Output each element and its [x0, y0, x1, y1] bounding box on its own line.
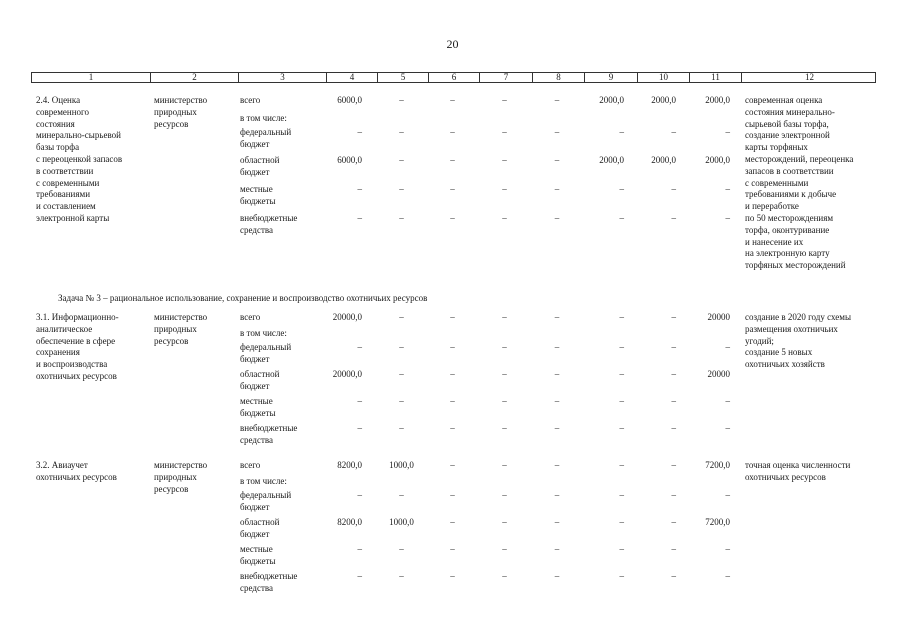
result-line: создание в 2020 году схемы: [745, 312, 852, 322]
funding-value-c10: –: [671, 460, 676, 470]
column-header-4: 4: [326, 73, 377, 82]
funding-value-c4: 6000,0: [337, 95, 362, 105]
funding-value-c5: –: [399, 213, 404, 223]
result-line: создание 5 новых: [745, 347, 813, 358]
funding-value-c4: –: [357, 127, 362, 137]
funding-value-c11: 2000,0: [705, 155, 730, 165]
funding-value-c6: –: [450, 396, 455, 406]
funding-value-c6: –: [450, 460, 455, 470]
funding-value-c10: 2000,0: [651, 155, 676, 165]
funding-value-c10: –: [671, 490, 676, 500]
funding-value-c10: –: [671, 312, 676, 322]
funding-value-c8: –: [554, 517, 560, 527]
funding-value-c6: –: [450, 423, 455, 433]
result-line: и нанесение их: [745, 236, 804, 247]
task-3-heading: Задача № 3 – рациональное использование, сохранение и воспроизводство охотничьих ресурсов: [58, 293, 428, 303]
funding-source-label: всего: [240, 312, 261, 322]
funding-value-c11: –: [725, 184, 730, 194]
funding-value-c7: –: [502, 127, 507, 137]
result-line: и переработке: [745, 201, 799, 212]
funding-value-c9: –: [619, 571, 624, 581]
result-line: состояния минерально-: [745, 106, 835, 117]
result-line: по 50 месторождениям: [745, 213, 834, 223]
activity-name-line: требованиями: [36, 189, 91, 200]
funding-value-c5: 1000,0: [389, 460, 414, 470]
funding-value-c6: –: [450, 312, 455, 322]
funding-source-label: средства: [240, 224, 274, 235]
funding-value-c4: –: [357, 342, 362, 352]
funding-value-c10: –: [671, 342, 676, 352]
funding-value-c8: –: [554, 213, 560, 223]
funding-value-c7: –: [502, 571, 507, 581]
funding-value-c5: –: [399, 490, 404, 500]
funding-source-label: местные: [240, 396, 273, 406]
funding-value-c8: –: [554, 369, 560, 379]
result-line: торфяных месторождений: [745, 260, 846, 271]
column-header-6: 6: [428, 73, 479, 82]
funding-source-label: бюджет: [240, 501, 270, 512]
funding-value-c9: –: [619, 517, 624, 527]
column-header-12: 12: [741, 73, 877, 82]
funding-value-c8: –: [554, 396, 560, 406]
funding-value-c8: –: [554, 155, 560, 165]
funding-value-c5: –: [399, 423, 404, 433]
funding-value-c9: –: [619, 423, 624, 433]
funding-source-label: в том числе:: [240, 113, 287, 123]
executor-line: природных: [154, 106, 197, 117]
funding-value-c4: –: [357, 213, 362, 223]
funding-value-c10: –: [671, 544, 676, 554]
funding-value-c10: –: [671, 213, 676, 223]
funding-value-c10: –: [671, 369, 676, 379]
funding-value-c11: –: [725, 571, 730, 581]
funding-value-c8: –: [554, 460, 560, 470]
funding-value-c9: –: [619, 213, 624, 223]
column-number-header: [31, 72, 876, 83]
executor-line: ресурсов: [154, 483, 189, 494]
activity-name-line: минерально-сырьевой: [36, 130, 121, 141]
funding-value-c10: –: [671, 517, 676, 527]
funding-value-c11: –: [725, 423, 730, 433]
funding-source-label: бюджет: [240, 138, 270, 149]
funding-value-c6: –: [450, 155, 455, 165]
funding-value-c7: –: [502, 544, 507, 554]
funding-value-c7: –: [502, 460, 507, 470]
column-header-7: 7: [479, 73, 532, 82]
column-header-3: 3: [238, 73, 326, 82]
executor-line: министерство: [154, 460, 208, 470]
activity-name-line: с современными: [36, 177, 100, 188]
funding-value-c11: –: [725, 127, 730, 137]
funding-source-label: внебюджетные: [240, 571, 298, 581]
funding-value-c5: –: [399, 396, 404, 406]
funding-source-label: федеральный: [240, 490, 292, 500]
funding-source-label: федеральный: [240, 342, 292, 352]
activity-name-line: электронной карты: [36, 213, 110, 223]
funding-value-c4: –: [357, 544, 362, 554]
funding-source-label: федеральный: [240, 127, 292, 137]
result-line: карты торфяных: [745, 142, 808, 153]
funding-value-c11: 20000: [707, 369, 730, 379]
activity-name-line: базы торфа: [36, 142, 80, 153]
funding-value-c7: –: [502, 155, 507, 165]
funding-value-c8: –: [554, 544, 560, 554]
funding-source-label: бюджеты: [240, 407, 276, 418]
executor-line: природных: [154, 471, 197, 482]
funding-value-c5: –: [399, 571, 404, 581]
funding-value-c11: –: [725, 342, 730, 352]
activity-name-line: в соответствии: [36, 165, 94, 176]
executor-line: ресурсов: [154, 118, 189, 129]
column-header-1: 1: [88, 72, 94, 82]
funding-source-label: бюджет: [240, 353, 270, 364]
funding-value-c6: –: [450, 184, 455, 194]
funding-value-c5: –: [399, 544, 404, 554]
funding-value-c10: –: [671, 571, 676, 581]
funding-source-label: всего: [240, 460, 261, 470]
funding-value-c6: –: [450, 95, 455, 105]
activity-name-line: 2.4. Оценка: [36, 95, 81, 105]
result-line: современная оценка: [745, 95, 823, 105]
funding-source-label: областной: [240, 155, 280, 165]
executor-line: ресурсов: [154, 335, 189, 346]
funding-source-label: местные: [240, 544, 273, 554]
result-line: на электронную карту: [745, 248, 830, 259]
column-header-8: 8: [532, 73, 584, 82]
funding-value-c10: –: [671, 184, 676, 194]
funding-source-label: средства: [240, 582, 274, 593]
funding-source-label: средства: [240, 434, 274, 445]
funding-value-c9: –: [619, 184, 624, 194]
result-line: месторождений, переоценка: [745, 154, 854, 164]
result-line: сырьевой базы торфа,: [745, 118, 829, 129]
activity-name-line: современного: [36, 106, 90, 117]
funding-source-label: всего: [240, 95, 261, 105]
funding-value-c11: 2000,0: [705, 95, 730, 105]
funding-value-c9: 2000,0: [599, 95, 624, 105]
column-header-2: 2: [150, 73, 238, 82]
result-line: размещения охотничьих: [745, 323, 838, 334]
funding-value-c7: –: [502, 396, 507, 406]
result-line: угодий;: [745, 335, 774, 346]
funding-value-c9: –: [619, 490, 624, 500]
funding-value-c6: –: [450, 369, 455, 379]
funding-value-c9: –: [619, 312, 624, 322]
funding-source-label: внебюджетные: [240, 423, 298, 433]
result-line: торфа, оконтуривание: [745, 224, 830, 235]
activity-name-line: аналитическое: [36, 323, 93, 334]
funding-value-c10: –: [671, 396, 676, 406]
funding-value-c7: –: [502, 342, 507, 352]
funding-source-label: бюджеты: [240, 555, 276, 566]
funding-source-label: местные: [240, 184, 273, 194]
funding-source-label: бюджет: [240, 528, 270, 539]
result-line: охотничьих хозяйств: [745, 359, 825, 370]
activity-name-line: и составлением: [36, 201, 96, 212]
result-line: требованиями к добыче: [745, 189, 837, 200]
funding-source-label: бюджеты: [240, 195, 276, 206]
funding-value-c7: –: [502, 369, 507, 379]
funding-value-c9: 2000,0: [599, 155, 624, 165]
funding-value-c8: –: [554, 184, 560, 194]
funding-value-c6: –: [450, 517, 455, 527]
activity-name-line: сохранения: [36, 347, 80, 358]
funding-value-c4: –: [357, 423, 362, 433]
funding-value-c6: –: [450, 571, 455, 581]
funding-source-label: в том числе:: [240, 328, 287, 338]
funding-value-c10: –: [671, 423, 676, 433]
funding-value-c6: –: [450, 127, 455, 137]
funding-value-c8: –: [554, 423, 560, 433]
column-header-9: 9: [584, 73, 637, 82]
funding-value-c10: –: [671, 127, 676, 137]
funding-source-label: областной: [240, 517, 280, 527]
funding-value-c7: –: [502, 95, 507, 105]
activity-name-line: с переоценкой запасов: [36, 154, 123, 164]
funding-source-label: внебюджетные: [240, 213, 298, 223]
funding-value-c11: –: [725, 544, 730, 554]
funding-value-c7: –: [502, 184, 507, 194]
funding-value-c9: –: [619, 127, 624, 137]
funding-value-c10: 2000,0: [651, 95, 676, 105]
funding-value-c6: –: [450, 213, 455, 223]
activity-name-line: охотничьих ресурсов: [36, 471, 117, 482]
funding-value-c8: –: [554, 312, 560, 322]
funding-value-c5: –: [399, 127, 404, 137]
funding-value-c9: –: [619, 460, 624, 470]
funding-value-c5: –: [399, 155, 404, 165]
funding-value-c7: –: [502, 517, 507, 527]
funding-value-c11: 20000: [707, 312, 730, 322]
funding-value-c4: –: [357, 571, 362, 581]
result-line: создание электронной: [745, 130, 830, 141]
funding-source-label: бюджет: [240, 380, 270, 391]
funding-value-c9: –: [619, 342, 624, 352]
executor-line: министерство: [154, 95, 208, 105]
funding-value-c9: –: [619, 396, 624, 406]
funding-value-c6: –: [450, 342, 455, 352]
funding-source-label: в том числе:: [240, 476, 287, 486]
funding-value-c4: –: [357, 396, 362, 406]
funding-value-c5: –: [399, 95, 404, 105]
activity-name-line: 3.2. Авиаучет: [36, 460, 88, 470]
activity-name-line: состояния: [36, 118, 75, 129]
column-header-11: 11: [689, 73, 741, 82]
activity-name-line: 3.1. Информационно-: [36, 312, 119, 322]
funding-value-c11: –: [725, 396, 730, 406]
executor-line: министерство: [154, 312, 208, 322]
funding-value-c5: –: [399, 369, 404, 379]
funding-value-c8: –: [554, 127, 560, 137]
funding-value-c8: –: [554, 342, 560, 352]
funding-value-c4: –: [357, 184, 362, 194]
funding-value-c9: –: [619, 369, 624, 379]
activity-name-line: охотничьих ресурсов: [36, 371, 117, 381]
funding-source-label: бюджет: [240, 166, 270, 177]
funding-value-c4: 8200,0: [337, 517, 362, 527]
result-line: охотничьих ресурсов: [745, 471, 826, 482]
column-header-5: 5: [377, 73, 428, 82]
funding-value-c4: –: [357, 490, 362, 500]
result-line: точная оценка численности: [745, 460, 851, 470]
funding-value-c7: –: [502, 490, 507, 500]
page-number: 20: [446, 37, 459, 51]
funding-value-c4: 20000,0: [332, 312, 362, 322]
activity-name-line: обеспечение в сфере: [36, 335, 116, 346]
column-header-10: 10: [637, 73, 689, 82]
funding-value-c11: 7200,0: [705, 460, 730, 470]
funding-value-c5: –: [399, 184, 404, 194]
funding-value-c11: 7200,0: [705, 517, 730, 527]
result-line: с современными: [745, 177, 809, 188]
activity-name-line: и воспроизводства: [36, 359, 108, 370]
funding-value-c5: –: [399, 342, 404, 352]
funding-value-c7: –: [502, 312, 507, 322]
funding-value-c8: –: [554, 95, 560, 105]
funding-value-c8: –: [554, 571, 560, 581]
funding-value-c11: –: [725, 213, 730, 223]
funding-value-c4: 8200,0: [337, 460, 362, 470]
funding-value-c7: –: [502, 213, 507, 223]
funding-value-c8: –: [554, 490, 560, 500]
funding-value-c5: –: [399, 312, 404, 322]
funding-value-c4: 6000,0: [337, 155, 362, 165]
funding-value-c5: 1000,0: [389, 517, 414, 527]
funding-source-label: областной: [240, 369, 280, 379]
funding-value-c6: –: [450, 544, 455, 554]
funding-value-c4: 20000,0: [332, 369, 362, 379]
funding-value-c11: –: [725, 490, 730, 500]
funding-value-c6: –: [450, 490, 455, 500]
executor-line: природных: [154, 323, 197, 334]
funding-value-c7: –: [502, 423, 507, 433]
result-line: запасов в соответствии: [745, 165, 834, 176]
funding-value-c9: –: [619, 544, 624, 554]
